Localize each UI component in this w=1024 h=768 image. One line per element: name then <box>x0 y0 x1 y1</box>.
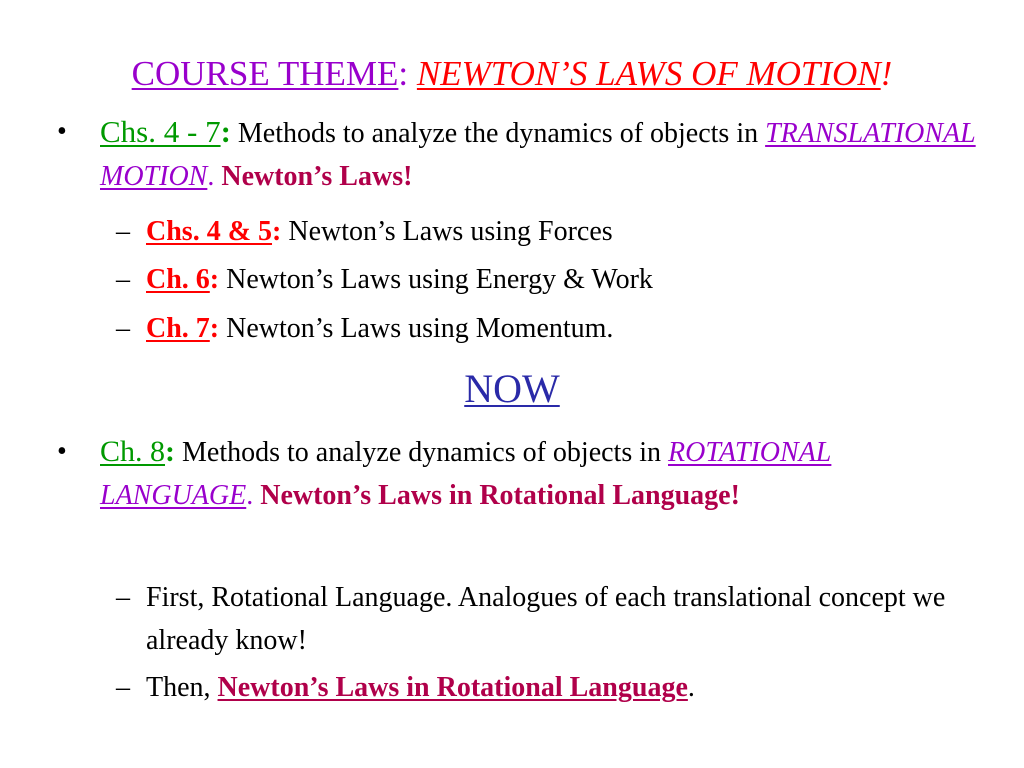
bullet-label-colon: : <box>165 435 176 468</box>
bullet-text: Methods to analyze the dynamics of objects in <box>230 118 766 149</box>
sub-item-text: Newton’s Laws using Momentum. <box>219 313 614 344</box>
bullet-label: Chs. 4 - 7 <box>100 114 221 149</box>
dash-marker: – <box>116 313 130 344</box>
sub-item-end: . <box>687 672 695 703</box>
sub-item-label: Ch. 7 <box>146 313 210 344</box>
bullet-emphasis: TRANSLATIONAL MOTION <box>100 118 976 192</box>
sub-item-forces <box>116 210 986 253</box>
title-exclamation: ! <box>880 54 893 93</box>
bullet-label: Ch. 8 <box>100 435 166 468</box>
bullet-tail: Newton’s Laws in Rotational Language! <box>253 480 740 511</box>
sub-item-rotational-language <box>116 576 986 662</box>
now-heading: NOW <box>464 366 560 411</box>
bullet-marker: • <box>57 116 67 147</box>
sub-item-emphasis: Newton’s Laws in Rotational Language <box>217 672 688 703</box>
dash-marker: – <box>116 216 130 247</box>
sub-item-momentum <box>116 307 986 350</box>
bullet-emphasis-dot: . <box>246 480 254 511</box>
sub-item-text: Newton’s Laws using Forces <box>281 216 613 247</box>
bullet-chapters-4-7 <box>57 110 980 198</box>
dash-marker: – <box>116 264 130 295</box>
sub-item-colon: : <box>209 264 220 295</box>
sub-item-text: First, Rotational Language. Analogues of each translational concept we already know! <box>146 582 946 656</box>
bullet-emphasis: ROTATIONAL LANGUAGE <box>100 437 832 511</box>
bullet-text: Methods to analyze dynamics of objects in <box>175 437 669 468</box>
title-newtons-laws: NEWTON’S LAWS OF MOTION <box>416 54 881 93</box>
bullet-marker: • <box>57 436 67 467</box>
sub-item-lead: Then, <box>146 672 218 703</box>
sub-item-label: Ch. 6 <box>146 264 210 295</box>
dash-marker: – <box>116 582 130 613</box>
sub-item-label: Chs. 4 & 5 <box>146 216 273 247</box>
bullet-emphasis-dot: . <box>207 161 215 192</box>
title-colon: : <box>398 54 409 93</box>
sub-item-text: Newton’s Laws using Energy & Work <box>219 264 653 295</box>
sub-item-colon: : <box>209 313 220 344</box>
sub-item-colon: : <box>272 216 282 247</box>
dash-marker: – <box>116 672 130 703</box>
title-course-theme: COURSE THEME <box>131 54 399 93</box>
slide-title <box>0 50 1024 98</box>
bullet-chapter-8 <box>57 430 980 517</box>
bullet-tail: Newton’s Laws! <box>214 161 413 192</box>
bullet-label-colon: : <box>220 114 231 149</box>
sub-item-newtons-laws-rotational <box>116 666 986 709</box>
sub-item-energy-work <box>116 258 986 301</box>
